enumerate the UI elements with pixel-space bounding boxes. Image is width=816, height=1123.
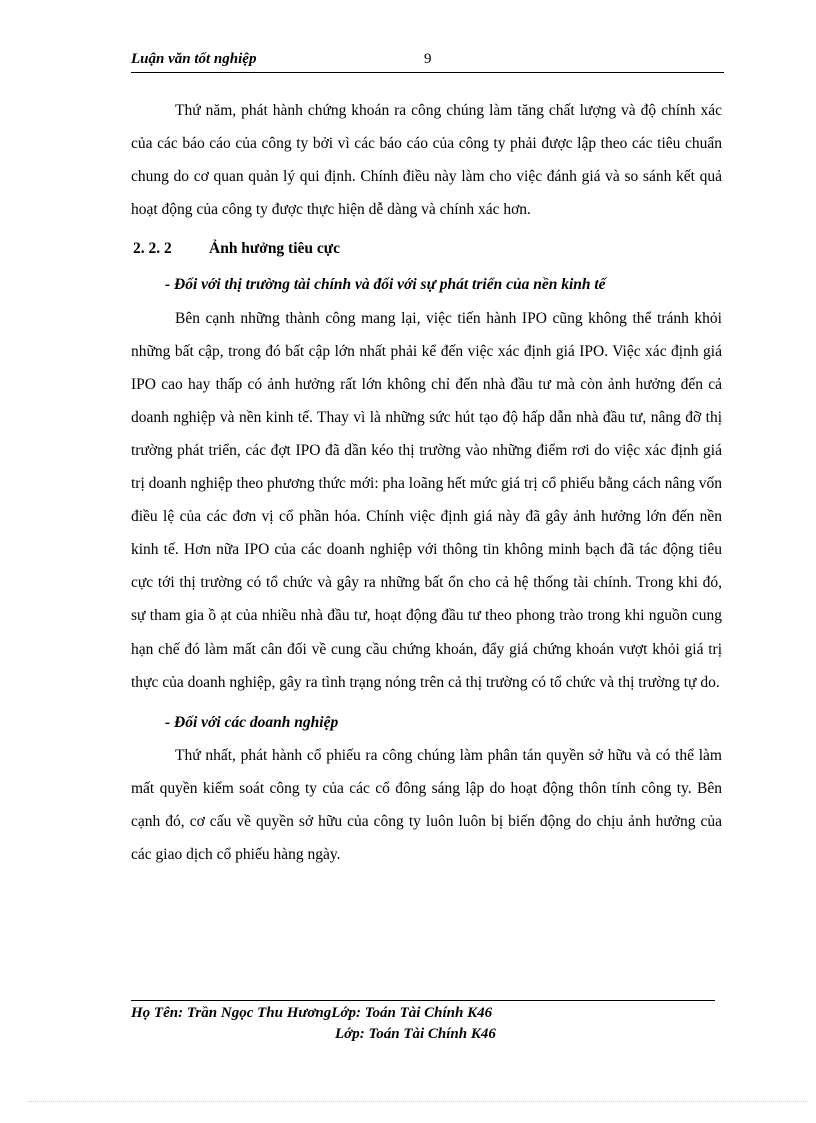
footer-author: Họ Tên: Trần Ngọc Thu HươngLớp: Toán Tài Chính K46 — [131, 1005, 493, 1021]
footer-divider — [131, 1000, 715, 1001]
subheading-financial-market: - Đối với thị trường tài chính và đối với sự phát triển của nền kinh tế — [165, 276, 606, 294]
section-title: Ảnh hưởng tiêu cực — [209, 240, 340, 258]
paragraph-1: Thứ năm, phát hành chứng khoán ra công chúng làm tăng chất lượng và độ chính xác của các báo cáo của công ty bởi vì các báo cáo của công ty phải được lập theo các tiêu chuẩn chung do cơ quan quản lý qui định. Chính điều này làm cho việc đánh giá và so sánh kết quả hoạt động của công ty được thực hiện dễ dàng và chính xác hơn. — [131, 102, 722, 219]
header-title: Luận văn tốt nghiệp — [131, 51, 257, 67]
document-body — [131, 94, 722, 871]
section-number: 2. 2. 2 — [133, 240, 172, 258]
header-divider — [131, 72, 724, 73]
subheading-enterprises: - Đối với các doanh nghiệp — [165, 713, 339, 731]
page-number: 9 — [424, 51, 432, 67]
paragraph-3: Thứ nhất, phát hành cổ phiếu ra công chúng làm phân tán quyền sở hữu và có thể làm mất quyền kiểm soát công ty của các cổ đông sáng lập do hoạt động thôn tính công ty. Bên cạnh đó, cơ cấu về quyền sở hữu của công ty luôn luôn bị biến động do chịu ảnh hưởng của các giao dịch cổ phiếu hàng ngày. — [131, 746, 722, 864]
footer-class: Lớp: Toán Tài Chính K46 — [335, 1026, 496, 1042]
paragraph-2: Bên cạnh những thành công mang lại, việc tiến hành IPO cũng không thể tránh khỏi những bất cập, trong đó bất cập lớn nhất phải kể đến việc xác định giá IPO. Việc xác định giá IPO cao hay thấp có ảnh hưởng rất lớn không chỉ đến nhà đầu tư mà còn ảnh hưởng đến cả doanh nghiệp và nền kinh tế. Thay vì là những sức hút tạo độ hấp dẫn nhà đầu tư, nâng đỡ thị trường phát triển, các đợt IPO đã dần kéo thị trường vào những điểm rơi do việc xác định giá trị doanh nghiệp theo phương thức mới: pha loãng hết mức giá trị cổ phiếu bằng cách nâng vốn điều lệ của các đơn vị cổ phần hóa. Chính việc định giá này đã gây ảnh hưởng lớn đến nền kinh tế. Hơn nữa IPO của các doanh nghiệp với thông tin không minh bạch đã tác động tiêu cực tới thị trường có tổ chức và gây ra những bất ổn cho cả hệ thống tài chính. Trong khi đó, sự tham gia ồ ạt của nhiều nhà đầu tư, hoạt động đầu tư theo phong trào trong khi nguồn cung hạn chế đó làm mất cân đối về cung cầu chứng khoán, đẩy giá chứng khoán vượt khỏi giá trị thực của doanh nghiệp, gây ra tình trạng nóng trên cả thị trường có tổ chức và thị trường tự do. — [131, 309, 722, 691]
section-heading — [131, 232, 722, 265]
page-bottom-edge — [28, 1101, 808, 1102]
